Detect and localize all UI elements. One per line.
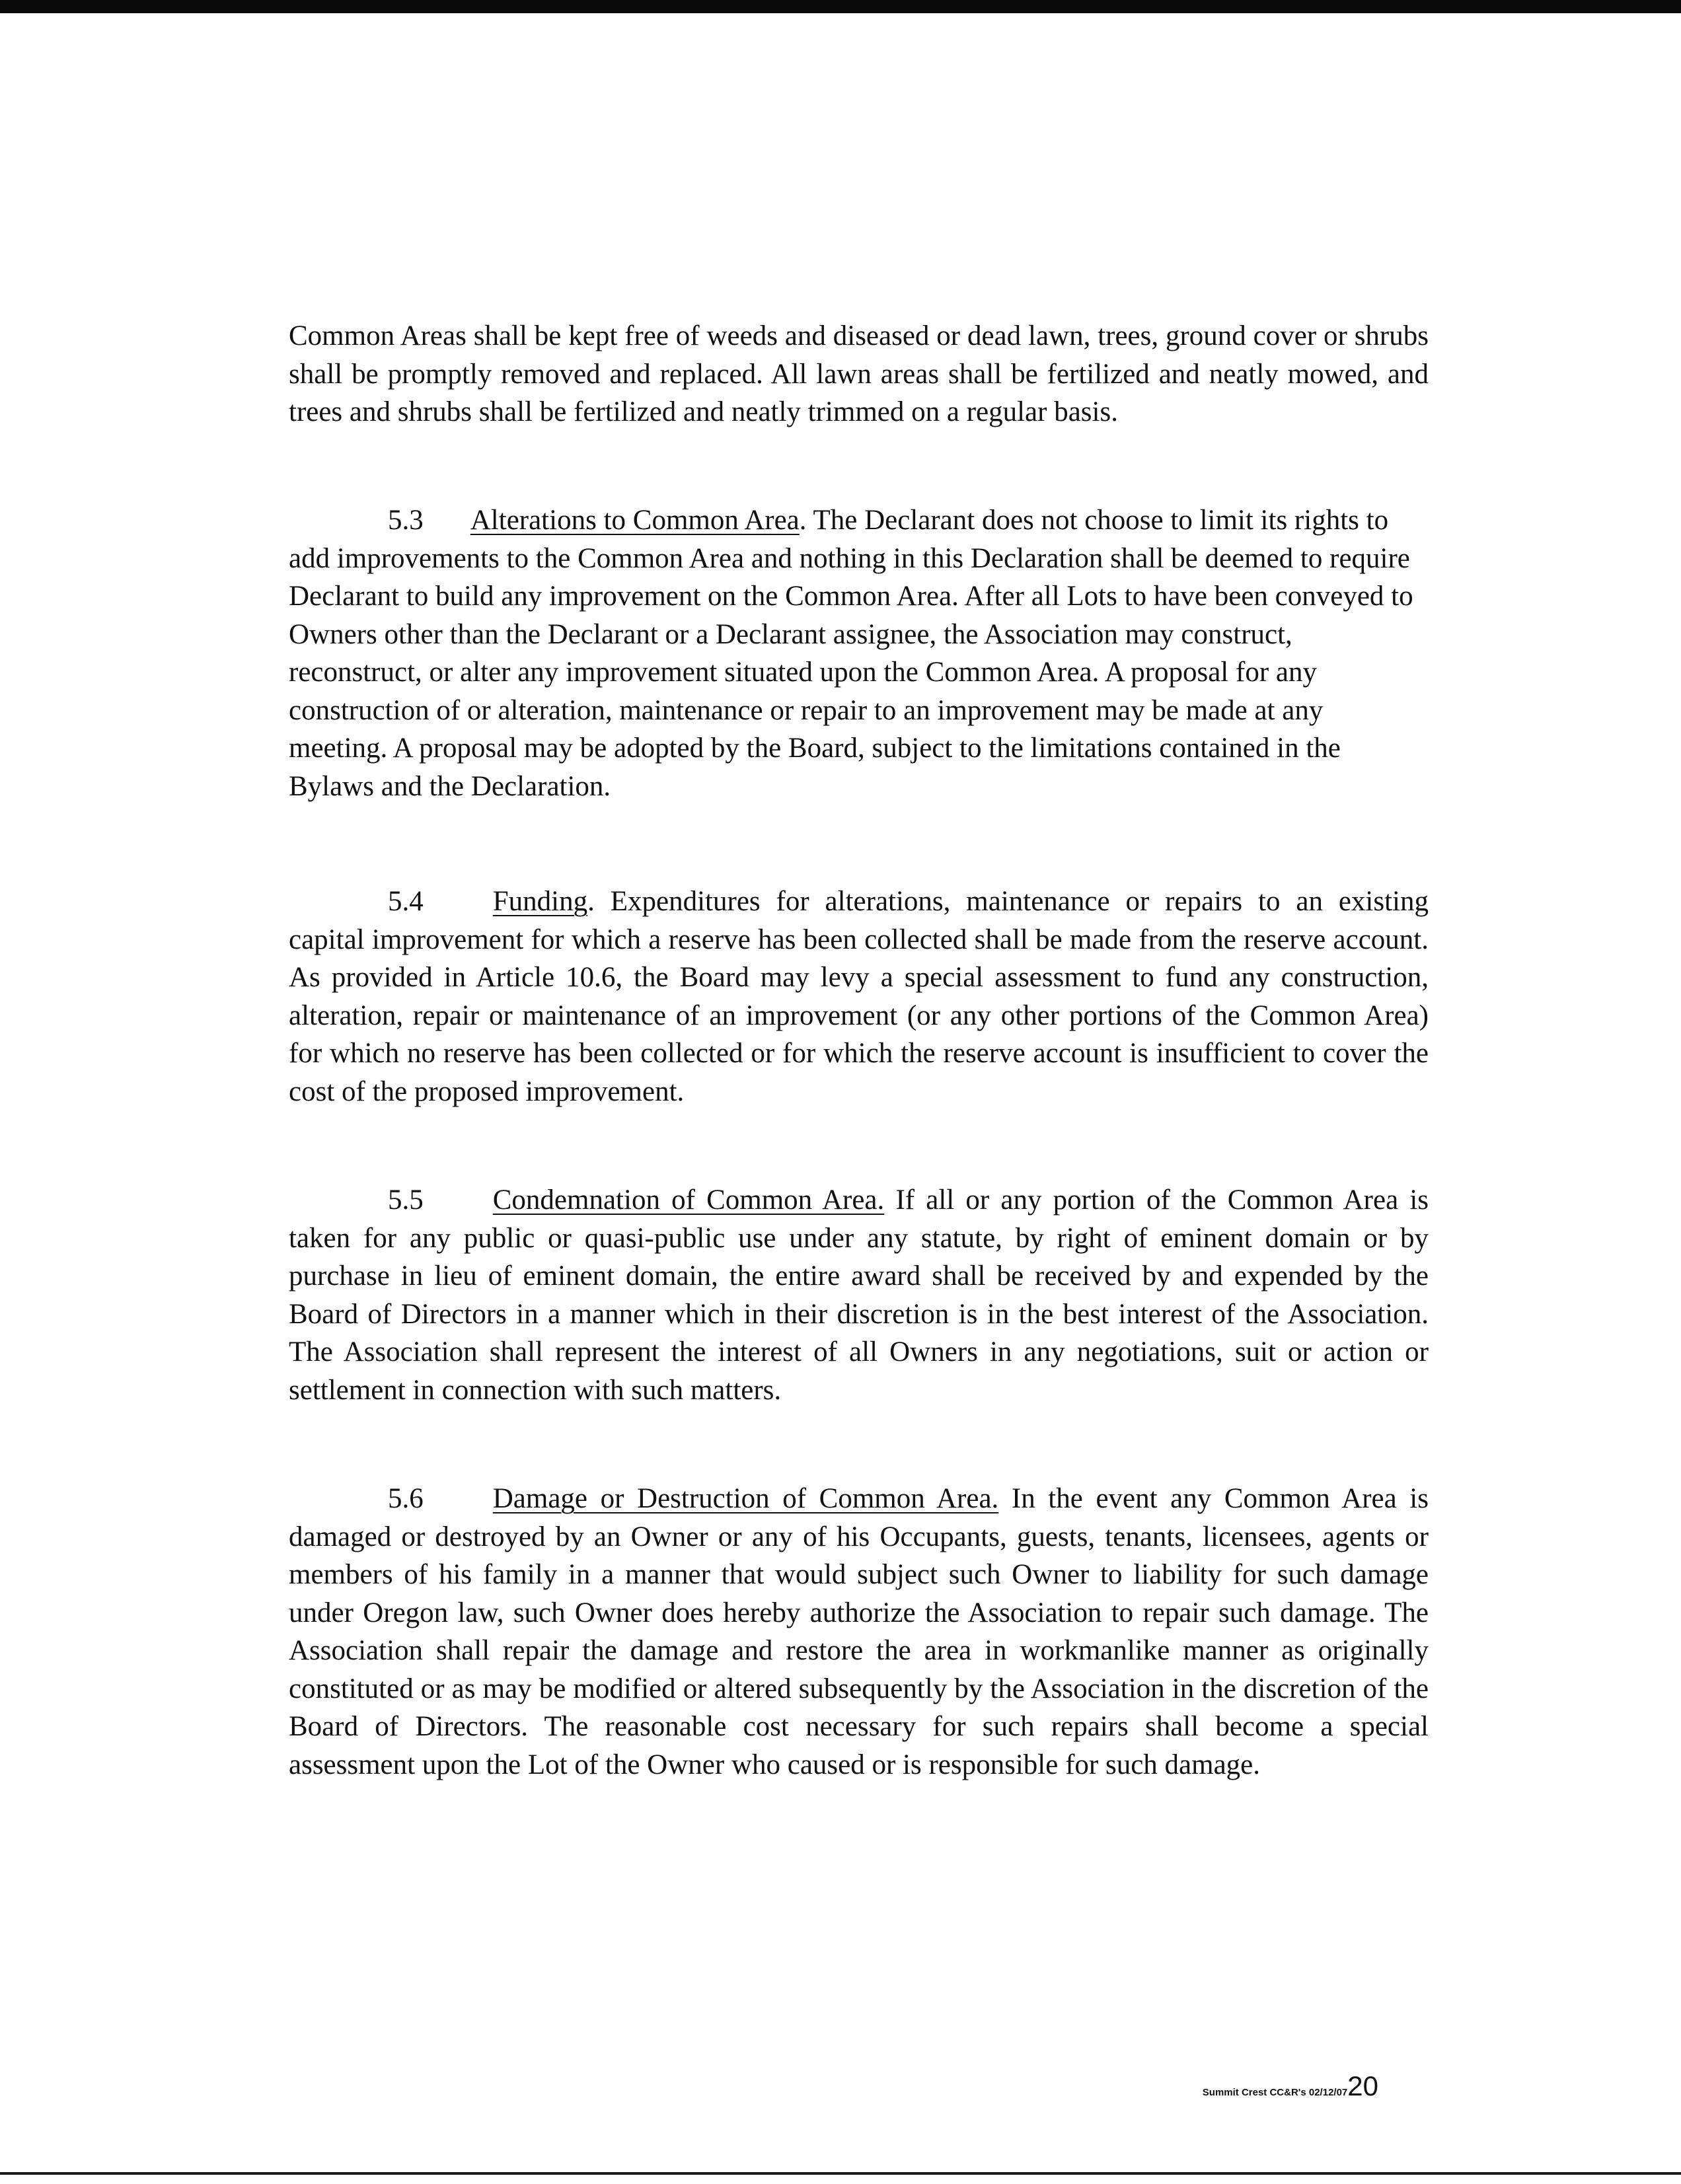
section-text: In the event any Common Area is damaged or destroyed by an Owner or any of his Occupants, guests, tenants, licensees, agents or members of his family in a manner that would subject such Owner to liability for such damage under Oregon law, such Owner does hereby authorize the Association to repair such damage. The Association shall repair the damage and restore the area in workmanlike manner as originally constituted or as may be modified or altered subsequently by the Association in the discretion of the Board of Directors. The reasonable cost necessary for such repairs shall become a special assessment upon the Lot of the Owner who caused or is responsible for such damage. xyxy=(289,1483,1429,1780)
section-number: 5.4 xyxy=(388,886,424,917)
section-5-4 xyxy=(289,883,1429,1110)
footer-document-label: Summit Crest CC&R's 02/12/07 xyxy=(1202,2087,1348,2098)
section-number: 5.5 xyxy=(388,1184,424,1216)
paragraph-continuation xyxy=(289,317,1429,431)
page-footer xyxy=(1203,2070,1378,2102)
paragraph-text: Common Areas shall be kept free of weeds and diseased or dead lawn, trees, ground cover or shrubs shall be promptly removed and replaced. All lawn areas shall be fertilized and neatly mowed, and trees and shrubs shall be fertilized and neatly trimmed on a regular basis. xyxy=(289,320,1429,427)
section-5-5 xyxy=(289,1181,1429,1409)
page-number: 20 xyxy=(1347,2070,1378,2101)
section-heading: Damage or Destruction of Common Area. xyxy=(492,1483,999,1514)
section-text: If all or any portion of the Common Area is taken for any public or quasi-public use under any statute, by right of eminent domain or by purchase in lieu of eminent domain, the entire award shall be received by and expended by the Board of Directors in a manner which in their discretion is in the best interest of the Association. The Association shall represent the interest of all Owners in any negotiations, suit or action or settlement in connection with such matters. xyxy=(289,1184,1429,1406)
section-5-3 xyxy=(289,501,1429,805)
section-heading: Condemnation of Common Area. xyxy=(492,1184,885,1216)
section-heading: Alterations to Common Area xyxy=(470,505,800,536)
section-text: . The Declarant does not choose to limit its rights to add improvements to the Common Area and nothing in this Declaration shall be deemed to require Declarant to build any improvement on the Common Area. After all Lots to have been conveyed to Owners other than the Declarant or a Declarant assignee, the Association may construct, reconstruct, or alter any improvement situated upon the Common Area. A proposal for any construction of or alteration, maintenance or repair to an improvement may be made at any meeting. A proposal may be adopted by the Board, subject to the limitations contained in the Bylaws and the Declaration. xyxy=(289,505,1413,802)
section-text: . Expenditures for alterations, maintenance or repairs to an existing capital improvement for which a reserve has been collected shall be made from the reserve account. As provided in Article 10.6, the Board may levy a special assessment to fund any construction, alteration, repair or maintenance of an improvement (or any other portions of the Common Area) for which no reserve has been collected or for which the reserve account is insufficient to cover the cost of the proposed improvement. xyxy=(289,886,1429,1107)
section-number: 5.3 xyxy=(388,505,424,536)
section-number: 5.6 xyxy=(388,1483,424,1514)
section-5-6 xyxy=(289,1480,1429,1784)
scan-top-border xyxy=(0,0,1681,13)
section-heading: Funding xyxy=(492,886,588,917)
scan-bottom-border xyxy=(0,2172,1681,2175)
